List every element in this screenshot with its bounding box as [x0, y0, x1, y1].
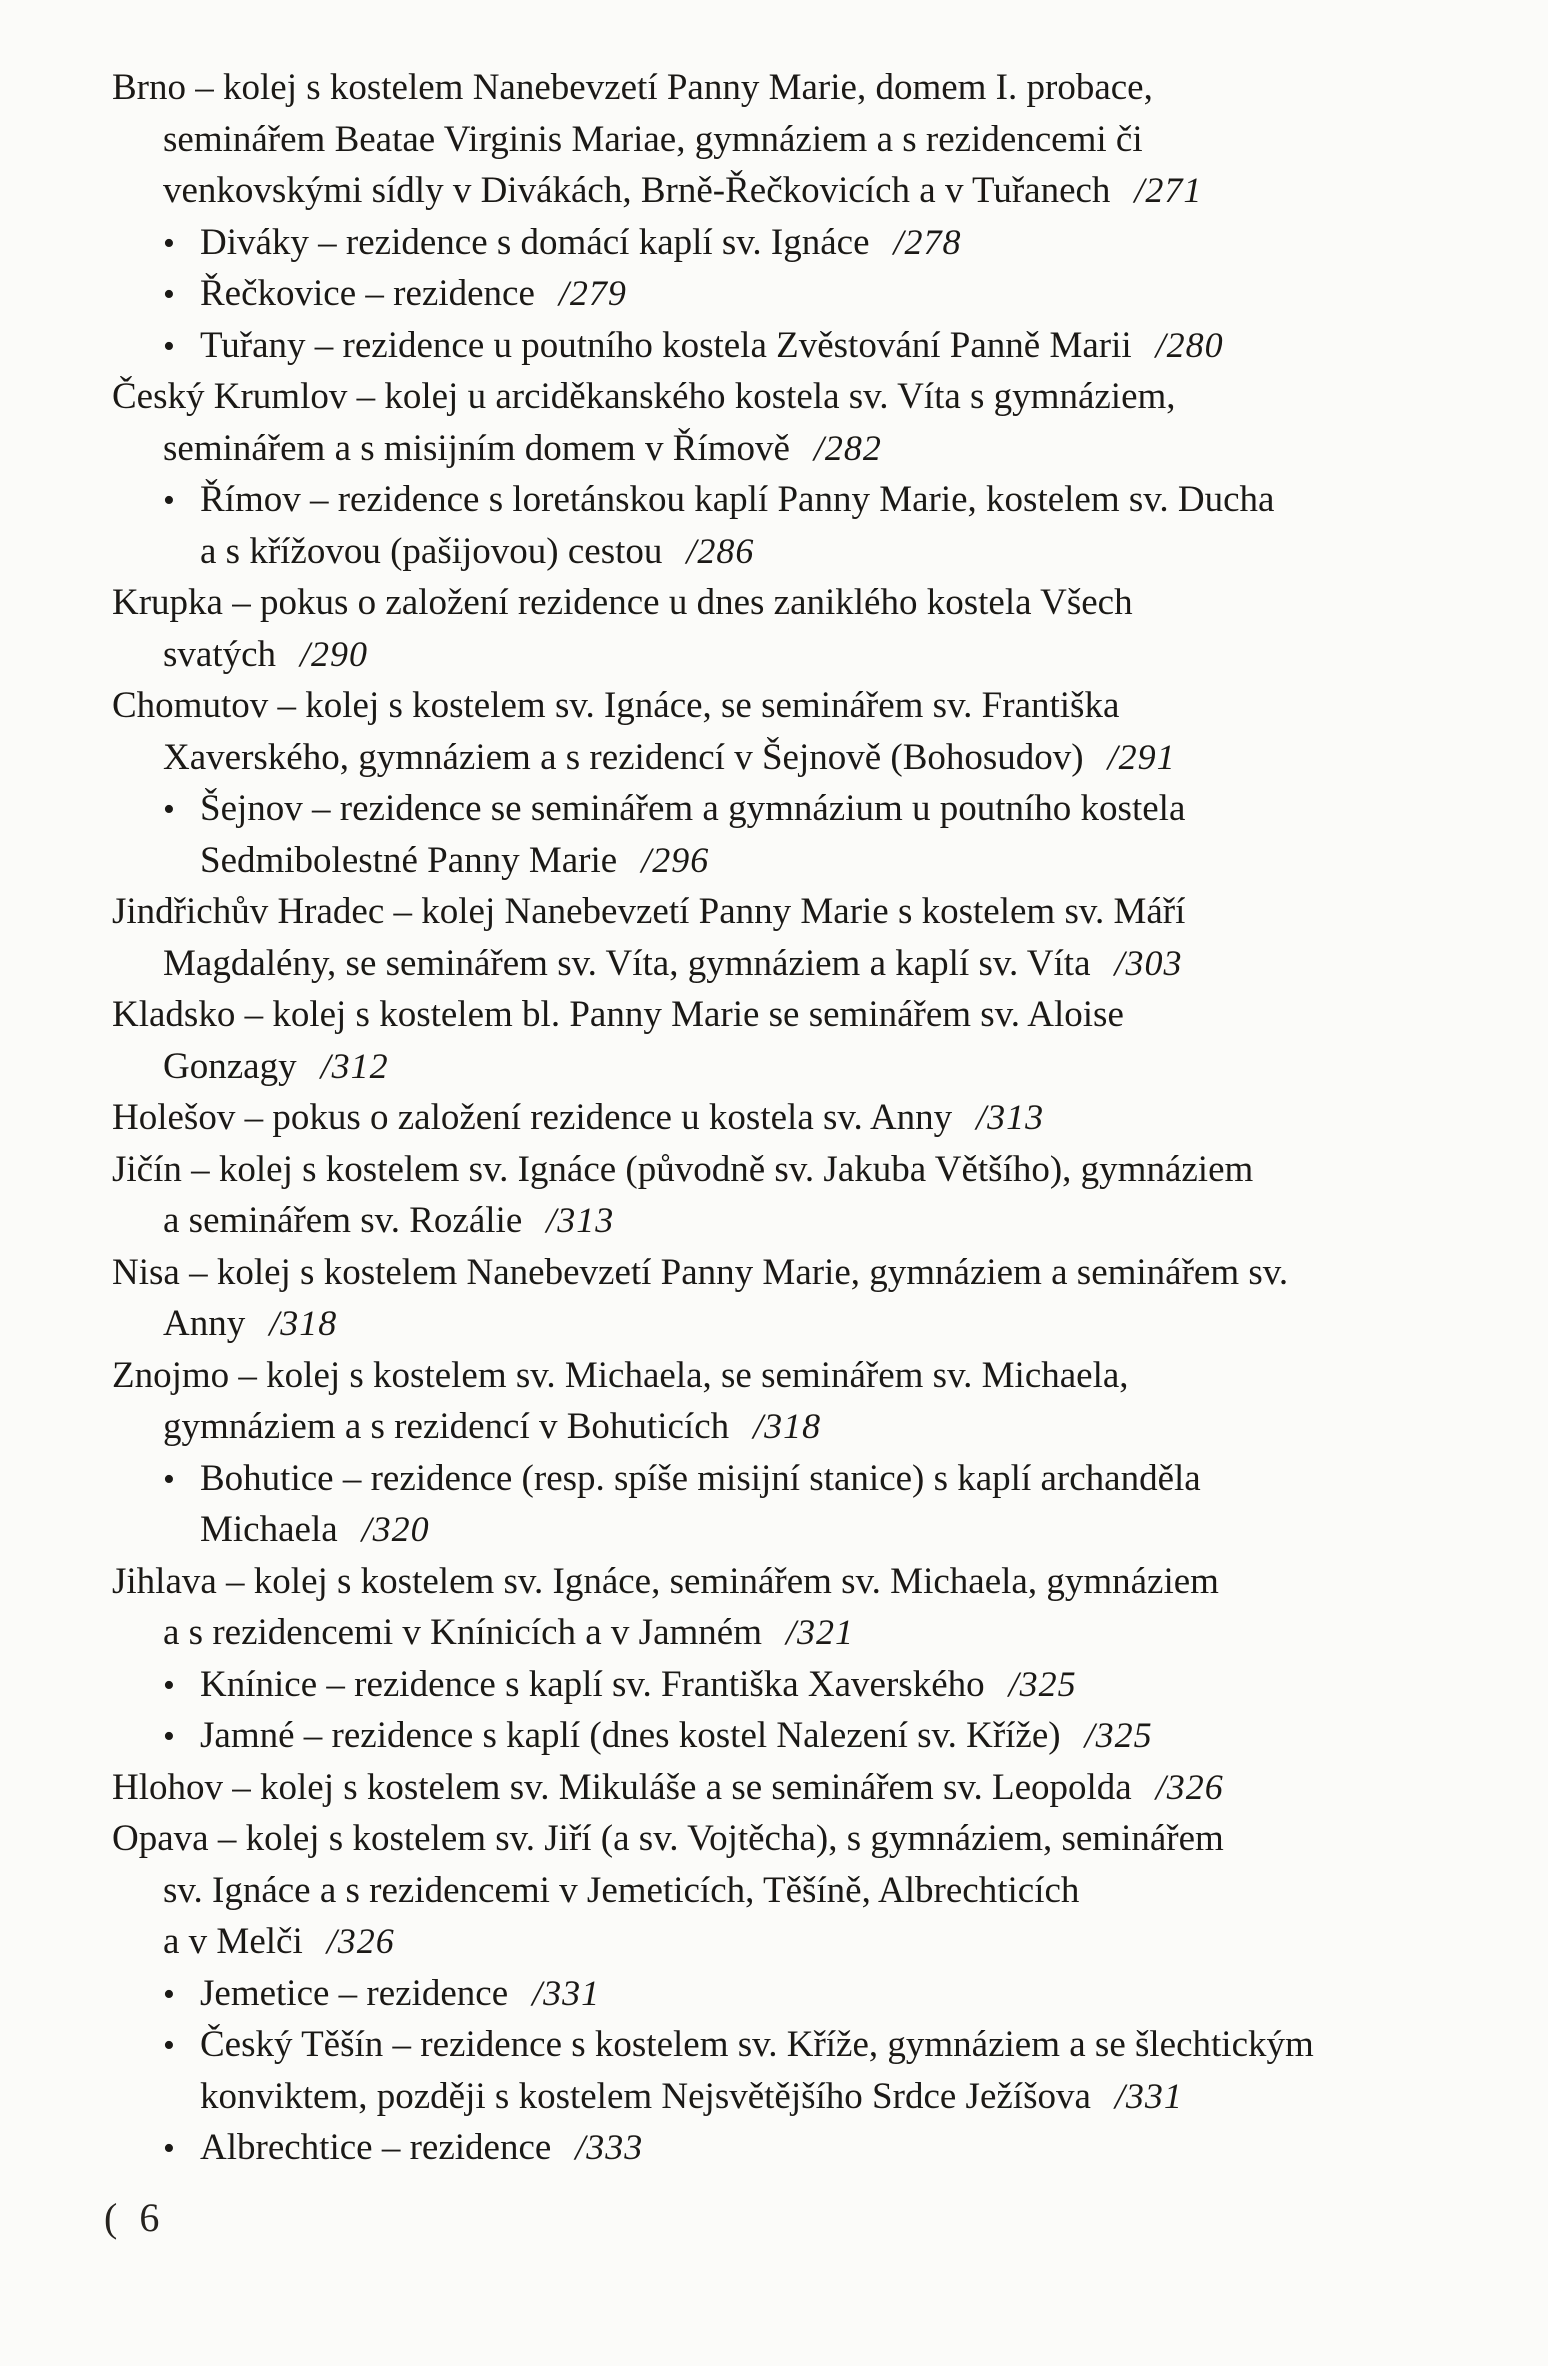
bullet-icon: •	[163, 327, 175, 365]
bullet-icon: •	[163, 1718, 175, 1755]
toc-line	[112, 2122, 1518, 2174]
entry-text: Hlohov – kolej s kostelem sv. Mikuláše a se seminářem sv. Leopolda	[112, 1766, 1132, 1808]
entry-text: a v Melči	[163, 1921, 303, 1962]
toc-line	[112, 217, 1518, 269]
entry-text: venkovskými sídly v Divákách, Brně-Řečkovicích a v Tuřanech	[163, 170, 1111, 211]
bullet-icon: •	[163, 1975, 175, 2013]
toc-line	[112, 1813, 1518, 1865]
toc-line	[112, 1350, 1518, 1402]
entry-text: Krupka – pokus o založení rezidence u dnes zaniklého kostela Všech	[112, 582, 1133, 623]
entry-text: Albrechtice – rezidence	[200, 2127, 552, 2168]
entry-text: Nisa – kolej s kostelem Nanebevzetí Panny Marie, gymnáziem a seminářem sv.	[112, 1251, 1289, 1293]
entry-text: a s křížovou (pašijovou) cestou	[200, 530, 663, 572]
page-ref: /326	[1155, 1766, 1224, 1807]
entry-text: Sedmibolestné Panny Marie	[200, 839, 618, 881]
toc-line	[112, 1453, 1518, 1505]
page-ref: /290	[300, 633, 369, 674]
page-ref: /291	[1107, 736, 1176, 777]
page-ref: /313	[976, 1097, 1045, 1137]
page-ref: /278	[893, 221, 962, 262]
page-ref: /318	[753, 1406, 822, 1446]
toc-line	[112, 2019, 1518, 2071]
toc-line	[112, 1762, 1518, 1814]
page-ref: /318	[269, 1303, 338, 1343]
entry-text: Brno – kolej s kostelem Nanebevzetí Panny Marie, domem I. probace,	[112, 67, 1153, 108]
toc-line	[112, 1041, 1518, 1093]
entry-text: a s rezidencemi v Knínicích a v Jamném	[163, 1612, 762, 1653]
toc-line	[112, 989, 1518, 1041]
page-ref: /271	[1134, 170, 1203, 210]
toc-line	[112, 1144, 1518, 1196]
entry-text: Český Krumlov – kolej u arciděkanského kostela sv. Víta s gymnáziem,	[112, 376, 1176, 417]
entry-text: Chomutov – kolej s kostelem sv. Ignáce, se seminářem sv. Františka	[112, 685, 1120, 726]
toc-line	[112, 1298, 1518, 1350]
bullet-icon: •	[163, 1666, 175, 1704]
page-number-footer: ( 6	[104, 2195, 166, 2240]
toc-line	[112, 62, 1518, 114]
entry-text: Jamné – rezidence s kaplí (dnes kostel Nalezení sv. Kříže)	[200, 1715, 1061, 1756]
toc-line	[112, 835, 1518, 887]
toc-line	[112, 886, 1518, 938]
entry-text: Bohutice – rezidence (resp. spíše misijní stanice) s kaplí archanděla	[200, 1457, 1201, 1499]
toc-line	[112, 320, 1518, 372]
entry-text: Šejnov – rezidence se seminářem a gymnázium u poutního kostela	[200, 788, 1186, 829]
entry-text: Gonzagy	[163, 1045, 297, 1087]
bullet-icon: •	[163, 482, 175, 519]
toc-line	[112, 1659, 1518, 1711]
page-ref: /320	[361, 1509, 430, 1549]
toc-line	[112, 1607, 1518, 1659]
toc-line	[112, 268, 1518, 320]
entry-text: Magdalény, se seminářem sv. Víta, gymnáziem a kaplí sv. Víta	[163, 942, 1091, 984]
page-ref: /280	[1155, 324, 1224, 365]
page-ref: /282	[813, 427, 882, 468]
page-ref: /303	[1114, 942, 1183, 983]
page-ref: /333	[575, 2127, 644, 2167]
toc-line	[112, 1247, 1518, 1299]
entry-text: Holešov – pokus o založení rezidence u kostela sv. Anny	[112, 1097, 953, 1138]
toc-line	[112, 1865, 1518, 1917]
page-ref: /313	[546, 1200, 615, 1240]
entry-text: svatých	[163, 633, 277, 675]
toc-line	[112, 629, 1518, 681]
toc-line	[112, 1556, 1518, 1608]
bullet-icon: •	[163, 2130, 175, 2167]
toc-line	[112, 1710, 1518, 1762]
toc-line	[112, 526, 1518, 578]
entry-text: Diváky – rezidence s domácí kaplí sv. Ignáce	[200, 221, 870, 263]
entry-text: Řečkovice – rezidence	[200, 273, 535, 314]
bullet-icon: •	[163, 1460, 175, 1498]
page-ref: /286	[686, 530, 755, 571]
entry-text: seminářem a s misijním domem v Římově	[163, 427, 790, 469]
page-ref: /279	[558, 273, 627, 313]
entry-text: gymnáziem a s rezidencí v Bohuticích	[163, 1406, 730, 1447]
toc-line	[112, 783, 1518, 835]
toc-line	[112, 1504, 1518, 1556]
bullet-icon: •	[163, 276, 175, 313]
toc-line	[112, 1916, 1518, 1968]
toc-line	[112, 1401, 1518, 1453]
entry-text: Michaela	[200, 1509, 338, 1550]
entry-text: sv. Ignáce a s rezidencemi v Jemeticích, Těšíně, Albrechticích	[163, 1869, 1080, 1911]
toc-line	[112, 680, 1518, 732]
entry-text: Jemetice – rezidence	[200, 1972, 509, 2014]
entry-text: Znojmo – kolej s kostelem sv. Michaela, se seminářem sv. Michaela,	[112, 1354, 1129, 1396]
page-ref: /296	[641, 839, 710, 880]
toc-line	[112, 938, 1518, 990]
entry-text: Knínice – rezidence s kaplí sv. Františka Xaverského	[200, 1663, 985, 1705]
toc-line	[112, 732, 1518, 784]
entry-text: Jičín – kolej s kostelem sv. Ignáce (původně sv. Jakuba Většího), gymnáziem	[112, 1148, 1254, 1190]
toc-line	[112, 423, 1518, 475]
page-ref: /325	[1084, 1715, 1153, 1755]
page-ref: /331	[532, 1972, 601, 2013]
toc-line	[112, 577, 1518, 629]
toc-line	[112, 114, 1518, 166]
toc-list	[112, 62, 1518, 2174]
entry-text: a seminářem sv. Rozálie	[163, 1200, 523, 1241]
entry-text: Xaverského, gymnáziem a s rezidencí v Šejnově (Bohosudov)	[163, 736, 1084, 778]
page-ref: /312	[320, 1045, 389, 1086]
entry-text: Tuřany – rezidence u poutního kostela Zvěstování Panně Marii	[200, 324, 1132, 366]
entry-text: seminářem Beatae Virginis Mariae, gymnáziem a s rezidencemi či	[163, 118, 1143, 160]
entry-text: Kladsko – kolej s kostelem bl. Panny Marie se seminářem sv. Aloise	[112, 994, 1124, 1035]
entry-text: Český Těšín – rezidence s kostelem sv. Kříže, gymnáziem a se šlechtickým	[200, 2024, 1314, 2065]
toc-line	[112, 371, 1518, 423]
toc-line	[112, 1968, 1518, 2020]
bullet-icon: •	[163, 224, 175, 262]
toc-line	[112, 1092, 1518, 1144]
bullet-icon: •	[163, 2027, 175, 2064]
bullet-icon: •	[163, 791, 175, 828]
entry-text: Jihlava – kolej s kostelem sv. Ignáce, seminářem sv. Michaela, gymnáziem	[112, 1560, 1219, 1602]
entry-text: Jindřichův Hradec – kolej Nanebevzetí Panny Marie s kostelem sv. Máří	[112, 891, 1186, 932]
toc-line	[112, 1195, 1518, 1247]
page-ref: /331	[1114, 2075, 1183, 2116]
entry-text: Anny	[163, 1303, 246, 1344]
toc-line	[112, 165, 1518, 217]
entry-text: konviktem, později s kostelem Nejsvětějšího Srdce Ježíšova	[200, 2075, 1091, 2117]
entry-text: Opava – kolej s kostelem sv. Jiří (a sv. Vojtěcha), s gymnáziem, seminářem	[112, 1818, 1224, 1859]
toc-line	[112, 474, 1518, 526]
page-ref: /325	[1008, 1663, 1077, 1704]
page-ref: /321	[785, 1612, 854, 1652]
page-ref: /326	[326, 1921, 395, 1961]
entry-text: Římov – rezidence s loretánskou kaplí Panny Marie, kostelem sv. Ducha	[200, 479, 1275, 520]
toc-line	[112, 2071, 1518, 2123]
